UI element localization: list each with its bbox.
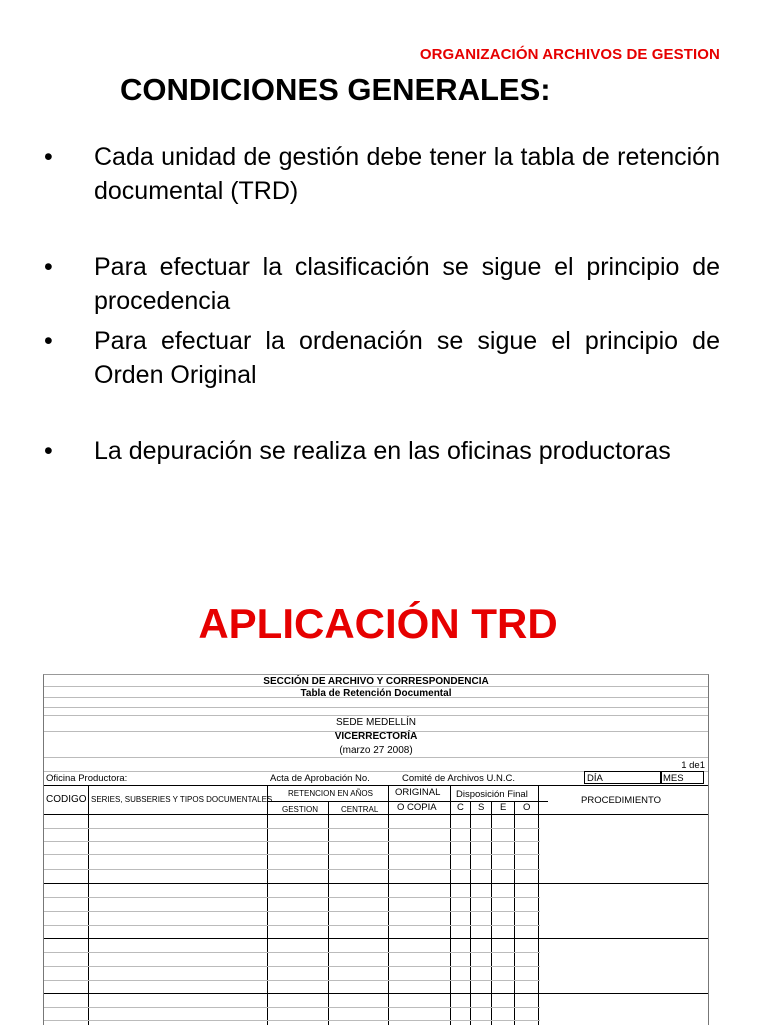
table-title: SECCIÓN DE ARCHIVO Y CORRESPONDENCIA bbox=[263, 676, 489, 687]
comite-label: Comité de Archivos U.N.C. bbox=[402, 773, 515, 784]
oficina-label: Oficina Productora: bbox=[46, 773, 128, 784]
mes-label: MES bbox=[663, 773, 684, 784]
col-procedimiento: PROCEDIMIENTO bbox=[581, 795, 662, 806]
col-central: CENTRAL bbox=[341, 805, 379, 814]
col-s: S bbox=[478, 802, 485, 813]
bullet-list bbox=[44, 140, 720, 468]
col-disposicion: Disposición Final bbox=[456, 789, 528, 800]
col-original-1: ORIGINAL bbox=[395, 787, 441, 798]
header-tag: ORGANIZACIÓN ARCHIVOS DE GESTION bbox=[419, 46, 720, 63]
bullet-icon: • bbox=[44, 253, 53, 281]
bullet-text: Para efectuar la ordenación se sigue el principio de Orden Original bbox=[94, 327, 720, 389]
acta-label: Acta de Aprobación No. bbox=[270, 773, 370, 784]
bullet-text: Para efectuar la clasificación se sigue el principio de procedencia bbox=[94, 253, 720, 315]
col-e: E bbox=[500, 802, 507, 813]
bullet-item bbox=[44, 250, 720, 318]
col-c: C bbox=[457, 802, 464, 813]
col-o: O bbox=[523, 802, 531, 813]
page-title: CONDICIONES GENERALES: bbox=[120, 72, 551, 107]
bullet-text: La depuración se realiza en las oficinas productoras bbox=[94, 437, 671, 465]
bullet-icon: • bbox=[44, 327, 53, 355]
col-codigo: CODIGO bbox=[46, 794, 87, 805]
bullet-item bbox=[44, 140, 720, 208]
table-date: (marzo 27 2008) bbox=[339, 745, 413, 756]
trd-table-image bbox=[43, 674, 709, 1025]
bullet-icon: • bbox=[44, 143, 53, 171]
col-original-2: O COPIA bbox=[397, 802, 437, 813]
bullet-text: Cada unidad de gestión debe tener la tabla de retención documental (TRD) bbox=[94, 143, 720, 205]
table-sede: SEDE MEDELLÍN bbox=[335, 717, 417, 728]
dia-label: DÍA bbox=[587, 773, 603, 784]
section-title: APLICACIÓN TRD bbox=[198, 600, 558, 647]
bullet-item bbox=[44, 434, 720, 468]
col-retencion: RETENCION EN AÑOS bbox=[288, 789, 373, 798]
table-subtitle: Tabla de Retención Documental bbox=[300, 688, 452, 699]
bullet-icon: • bbox=[44, 437, 53, 465]
table-unit: VICERRECTORÍA bbox=[334, 731, 418, 742]
bullet-item bbox=[44, 324, 720, 392]
col-gestion: GESTION bbox=[282, 805, 319, 814]
table-page: 1 de1 bbox=[681, 760, 705, 771]
col-series: SERIES, SUBSERIES Y TIPOS DOCUMENTALES bbox=[91, 795, 273, 804]
